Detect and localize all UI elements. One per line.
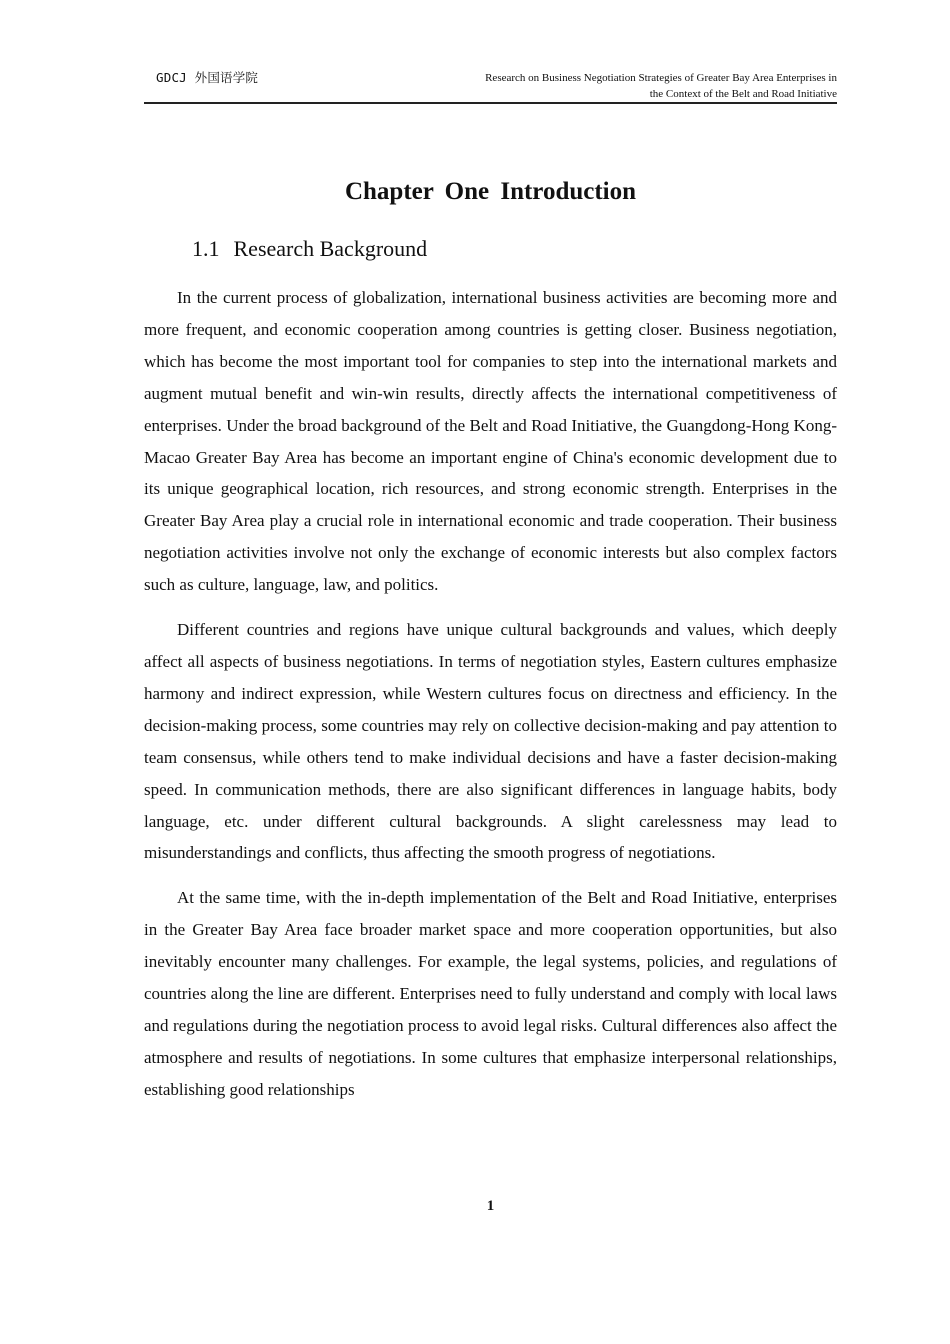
header-institution: GDCJ 外国语学院 <box>156 70 259 85</box>
section-number: 1.1 <box>192 236 220 261</box>
paragraph-2: Different countries and regions have unique cultural backgrounds and values, which deeply affect all aspects of business negotiations. In terms of negotiation styles, Eastern cultures emphasize harmony and indirect expression, while Western cultures focus on directness and efficiency. In the decision-making process, some countries may rely on collective decision-making and pay attention to team consensus, while others tend to make individual decisions and have a faster decision-making speed. In communication methods, there are also significant differences in language habits, body language, etc. under different cultural backgrounds. A slight carelessness may lead to misunderstandings and conflicts, thus affecting the smooth progress of negotiations. <box>144 620 837 863</box>
section-heading <box>192 236 427 262</box>
header-thesis-title-line2: the Context of the Belt and Road Initiative <box>649 88 837 100</box>
page-header <box>144 66 837 104</box>
section-title: Research Background <box>233 236 428 261</box>
paragraph-3: At the same time, with the in-depth implementation of the Belt and Road Initiative, enterprises in the Greater Bay Area face broader market space and more cooperation opportunities, but also inevitably encounter many challenges. For example, the legal systems, policies, and regulations of countries along the line are different. Enterprises need to fully understand and comply with local laws and regulations during the negotiation process to avoid legal risks. Cultural differences also affect the atmosphere and results of negotiations. In some cultures that emphasize interpersonal relationships, establishing good relationships <box>144 888 837 1099</box>
body-text <box>144 282 837 1119</box>
paragraph-1: In the current process of globalization, international business activities are becoming more and more frequent, and economic cooperation among countries is getting closer. Business negotiation, which has become the most important tool for companies to step into the international markets and augment mutual benefit and win-win results, directly affects the international competitiveness of enterprises. Under the broad background of the Belt and Road Initiative, the Guangdong-Hong Kong-Macao Greater Bay Area has become an important engine of China's economic development due to its unique geographical location, rich resources, and strong economic strength. Enterprises in the Greater Bay Area play a crucial role in international economic and trade cooperation. Their business negotiation activities involve not only the exchange of economic interests but also complex factors such as culture, language, law, and politics. <box>144 288 837 595</box>
chapter-title: Chapter One Introduction <box>344 178 637 205</box>
header-thesis-title <box>417 70 837 102</box>
page-number: 1 <box>486 1198 495 1214</box>
header-thesis-title-line1: Research on Business Negotiation Strategies of Greater Bay Area Enterprises in <box>485 72 837 84</box>
